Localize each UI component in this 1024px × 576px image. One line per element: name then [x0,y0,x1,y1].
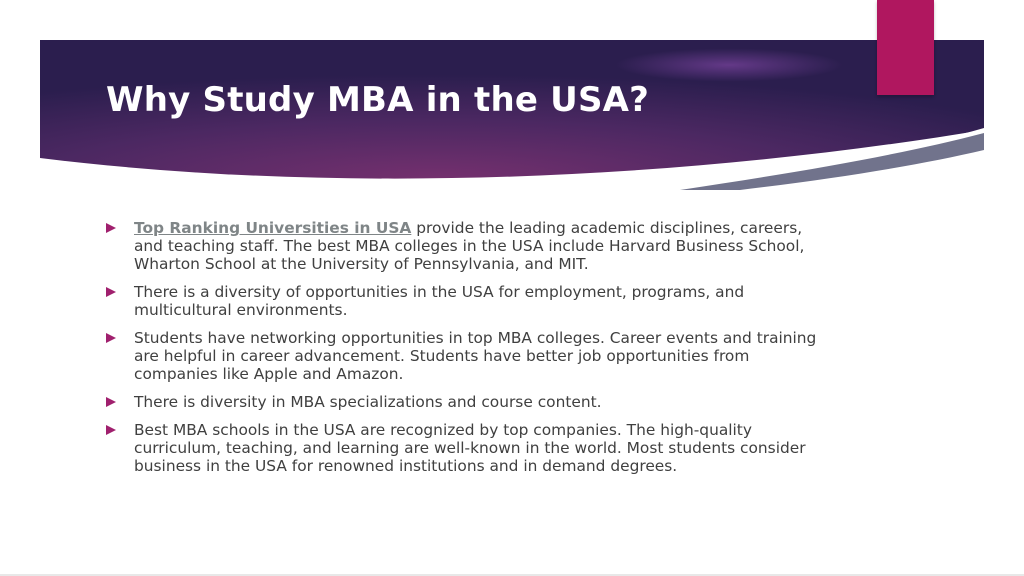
top-ranking-universities-link[interactable]: Top Ranking Universities in USA [134,219,412,237]
accent-tab [877,0,934,95]
bullet-text: Students have networking opportunities in top MBA colleges. Career events and training are helpful in career advancement. Students have better job opportunities from companies like Apple and Amazon. [134,329,817,383]
bullet-text: There is a diversity of opportunities in the USA for employment, programs, and multicultural environments. [134,283,745,319]
triangle-bullet-icon [106,397,116,407]
slide-title: Why Study MBA in the USA? [106,80,650,120]
list-item [106,421,826,475]
triangle-bullet-icon [106,425,116,435]
bullet-text: provide the leading academic disciplines, careers, and teaching staff. The best MBA colleges in the USA include Harvard Business School, Wharton School at the University of Pennsylvania, and MIT. [134,219,805,273]
bullet-text: Best MBA schools in the USA are recognized by top companies. The high-quality curriculum, teaching, and learning are well-known in the world. Most students consider business in the USA for renowned institutions and in demand degrees. [134,421,806,475]
list-item [106,329,826,383]
list-item [106,219,826,273]
triangle-bullet-icon [106,223,116,233]
list-item [106,393,826,411]
list-item [106,283,826,319]
bullet-text: There is diversity in MBA specializations and course content. [134,393,602,411]
triangle-bullet-icon [106,287,116,297]
triangle-bullet-icon [106,333,116,343]
bullet-list [106,219,826,485]
